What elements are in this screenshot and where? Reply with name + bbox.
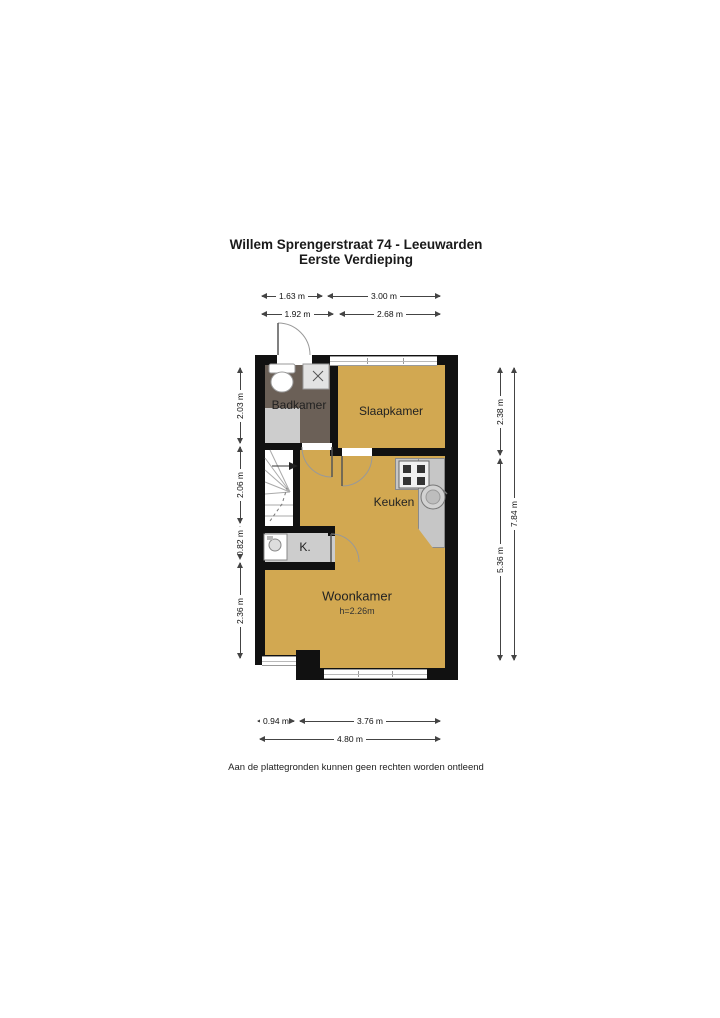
page-title: [0, 237, 712, 267]
dim-right-2: 5.36 m: [500, 459, 501, 660]
label-slaapkamer: Slaapkamer: [358, 404, 424, 418]
dim-bottom-2: 3.76 m: [300, 721, 440, 722]
dim-top-3: 1.92 m: [262, 314, 333, 315]
dim-left-3: 0.82 m: [240, 527, 241, 559]
shower-area: [265, 408, 300, 443]
dim-right-3: 7.84 m: [514, 368, 515, 660]
dim-bottom-3: 4.80 m: [260, 739, 440, 740]
kast-door-opening: [328, 536, 335, 562]
label-keuken: Keuken: [373, 495, 415, 509]
wall-kast-top: [255, 526, 335, 533]
wall-stairs-right: [293, 450, 300, 532]
window-woonkamer-large: [324, 669, 427, 679]
label-kast: K.: [299, 540, 311, 554]
wall-right: [445, 355, 458, 680]
dim-left-2: 2.06 m: [240, 447, 241, 523]
dim-left-4: 2.36 m: [240, 563, 241, 658]
dim-left-1: 2.03 m: [240, 368, 241, 443]
badkamer-door-opening: [302, 443, 332, 450]
balcony-door-opening: [277, 355, 312, 365]
label-woonkamer: Woonkamer: [322, 588, 392, 604]
wall-kast-bottom: [255, 562, 335, 570]
dim-top-1: 1.63 m: [262, 296, 322, 297]
window-slaapkamer: [330, 356, 437, 366]
title-address: Willem Sprengerstraat 74 - Leeuwarden: [229, 237, 483, 252]
balcony-door-swing: [278, 323, 310, 355]
dim-top-4: 2.68 m: [340, 314, 440, 315]
dim-right-1: 2.38 m: [500, 368, 501, 455]
stairs-area: [265, 450, 293, 526]
window-woonkamer-small: [262, 656, 296, 666]
slaapkamer-door-opening: [342, 448, 372, 456]
dim-bottom-1: 0.94 m: [258, 721, 294, 722]
dim-top-2: 3.00 m: [328, 296, 440, 297]
wall-left: [255, 355, 265, 665]
wall-kast-right-stub: [328, 526, 335, 536]
title-floor: Eerste Verdieping: [298, 252, 414, 267]
label-woonkamer-height: h=2.26m: [339, 606, 375, 616]
disclaimer-text: Aan de plattegronden kunnen geen rechten worden ontleend: [228, 762, 484, 773]
room-kast: [265, 533, 328, 562]
label-badkamer: Badkamer: [271, 398, 327, 412]
